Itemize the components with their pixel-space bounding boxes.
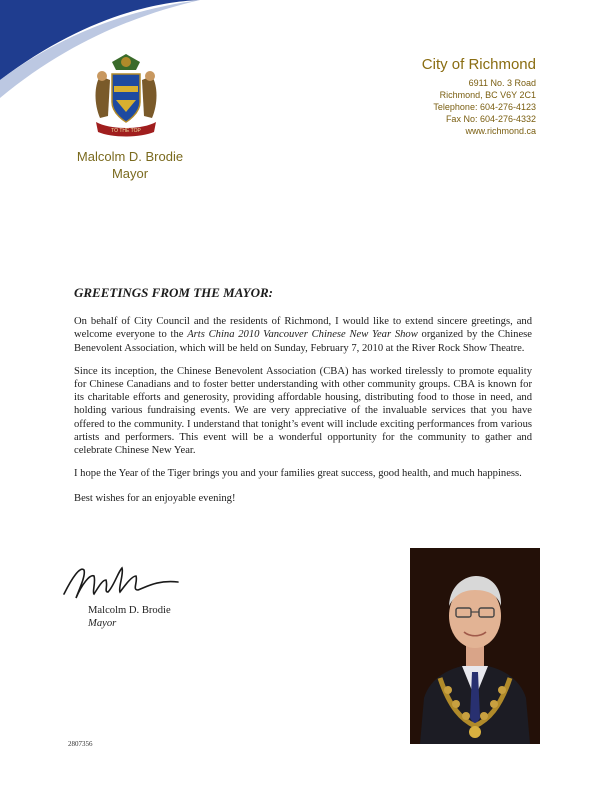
signatory-name: Malcolm D. Brodie (88, 605, 171, 616)
handwritten-signature (58, 558, 188, 608)
paragraph-1-start: On behalf of City Council and the residents of Richmond, I would like to extend sincere greetings, and welcome everyone to the (74, 316, 532, 341)
crest-motto: TO THE TOP (111, 128, 141, 134)
mayor-portrait-photo (410, 548, 540, 744)
signatory-title: Mayor (88, 618, 117, 629)
fax: Fax No: 604-276-4332 (445, 114, 536, 124)
letterhead-mayor-title: Mayor (111, 166, 149, 181)
paragraph-3: I hope the Year of the Tiger brings you and your families great success, good health, and much happiness. (74, 468, 522, 480)
address-line-1: 6911 No. 3 Road (468, 78, 536, 88)
letterhead-mayor-block (60, 148, 200, 182)
letter-body (74, 286, 532, 516)
event-title: Arts China 2010 Vancouver Chinese New Year Show (187, 329, 418, 341)
address-line-2: Richmond, BC V6Y 2C1 (439, 90, 536, 100)
telephone: Telephone: 604-276-4123 (433, 102, 536, 112)
letterhead-mayor-name: Malcolm D. Brodie (76, 149, 184, 164)
paragraph-1-end: organized by the Chinese Benevolent Association, which will be held on Sunday, February 7, 2010 at the River Rock Show Theatre. (74, 329, 532, 354)
document-code: 2807356 (68, 740, 93, 748)
closing-line: Best wishes for an enjoyable evening! (74, 493, 236, 505)
signature-block (88, 604, 171, 630)
website: www.richmond.ca (465, 126, 536, 136)
greeting-heading: GREETINGS FROM THE MAYOR: (74, 285, 274, 300)
city-name: City of Richmond (421, 56, 536, 73)
city-address-block (422, 56, 536, 137)
city-crest-emblem (86, 52, 166, 142)
paragraph-1 (74, 315, 532, 355)
paragraph-2: Since its inception, the Chinese Benevolent Association (CBA) has worked tirelessly to promote equality for Chinese Canadians and to foster better understanding with other community groups. CBA is known for its charitable efforts and generosity, providing affordable housing, distributing food to those in need, and holding various fundraising events. We are very appreciative of the invaluable services that you have offered to the community. I understand that tonight’s event will include exciting performances from various artists and performers. This event will be a wonderful opportunity for the community to gather and celebrate Chinese New Year. (74, 365, 532, 457)
